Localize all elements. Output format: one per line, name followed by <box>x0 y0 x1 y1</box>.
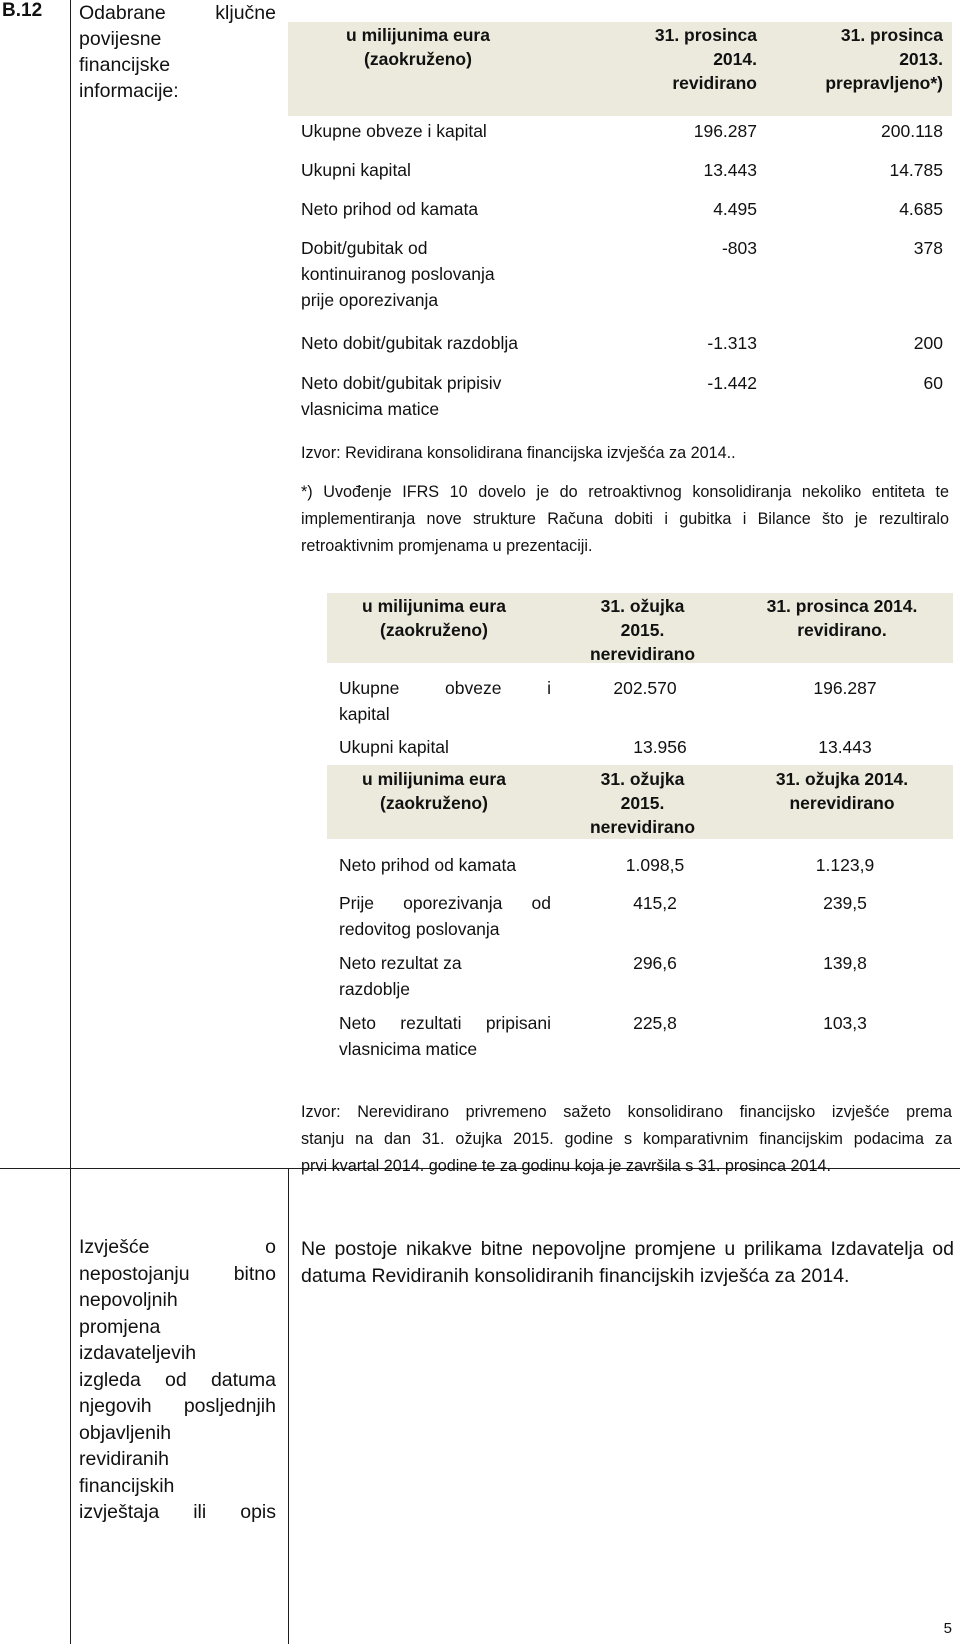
header-col-2: 31. ožujka 2014. nerevidirano <box>775 769 909 813</box>
header-col-2: 31. prosinca 2013. prepravljeno*) <box>825 25 943 93</box>
row-label: Neto prihod od kamata <box>339 855 517 875</box>
row-value-2: 1.123,9 <box>815 855 875 875</box>
row-label: Neto rezultati pripisani vlasnicima matice <box>339 1013 551 1059</box>
header-col-1: 31. prosinca 2014. revidirano <box>654 25 757 93</box>
row-value-1: 13.956 <box>633 737 687 757</box>
row-label: Ukupni kapital <box>339 737 449 757</box>
row-value-2: 14.785 <box>889 160 943 180</box>
row-label: Neto rezultat za razdoblje <box>339 953 462 999</box>
header-col-1: 31. ožujka 2015. nerevidirano <box>589 596 696 664</box>
table-source: Izvor: Revidirana konsolidirana financijska izvješća za 2014.. <box>301 444 736 462</box>
row-value-1: 296,6 <box>633 953 677 973</box>
row-label: Ukupne obveze i kapital <box>301 121 487 141</box>
row-value-2: 200 <box>913 333 943 353</box>
section-title: Odabrane ključne povijesne financijske informacije: <box>79 2 276 102</box>
row-label: Neto prihod od kamata <box>301 199 479 219</box>
row-label: Neto dobit/gubitak razdoblja <box>301 333 518 353</box>
row-value-2: 200.118 <box>881 121 943 141</box>
row-label: Ukupni kapital <box>301 160 411 180</box>
row-value-1: 225,8 <box>633 1013 677 1033</box>
page-number: 5 <box>943 1620 952 1637</box>
row-value-1: 196.287 <box>693 121 757 141</box>
section-2-statement: Ne postoje nikakve bitne nepovoljne promjene u prilikama Izdavatelja od datuma Revidiranih konsolidiranih financijskih izvješća za 2014. <box>301 1238 954 1287</box>
header-unit-label: u milijunima eura (zaokruženo) <box>346 25 490 69</box>
row-value-1: -1.313 <box>707 333 757 353</box>
row-value-2: 239,5 <box>823 893 867 913</box>
row-value-1: -803 <box>721 238 757 258</box>
section-id: B.12 <box>2 0 43 21</box>
row-value-1: 202.570 <box>613 678 677 698</box>
row-label: Prije oporezivanja od redovitog poslovanja <box>339 893 551 939</box>
row-label: Ukupne obveze i kapital <box>339 678 551 724</box>
table-footnote: *) Uvođenje IFRS 10 dovelo je do retroaktivnog konsolidiranja nekoliko entiteta te implementiranja nove strukture Računa dobiti i gubitka i Bilance što je rezultiralo retroaktivnim promjenama u prezentaciji. <box>301 483 949 555</box>
row-value-2: 13.443 <box>818 737 872 757</box>
row-value-1: -1.442 <box>707 373 757 393</box>
row-value-2: 196.287 <box>813 678 877 698</box>
row-label: Dobit/gubitak od kontinuiranog poslovanja prije oporezivanja <box>301 238 495 310</box>
row-value-2: 103,3 <box>823 1013 867 1033</box>
header-unit-label: u milijunima eura (zaokruženo) <box>362 596 506 640</box>
section-2-title: Izvješće o nepostojanju bitno nepovoljnih promjena izdavateljevih izgleda od datuma njegovih posljednjih objavljenih revidiranih financijskih izvještaja ili opis <box>79 1236 276 1523</box>
table-source: Izvor: Nerevidirano privremeno sažeto konsolidirano financijsko izvješće prema stanju na dan 31. ožujka 2015. godine s komparativnim financijskim podacima za prvi kvartal 2014. godine te za godinu koja je završila s 31. prosinca 2014. <box>301 1103 952 1175</box>
row-value-1: 1.098,5 <box>625 855 685 875</box>
header-unit-label: u milijunima eura (zaokruženo) <box>362 769 506 813</box>
row-value-2: 60 <box>923 373 943 393</box>
row-value-1: 4.495 <box>713 199 757 219</box>
row-label: Neto dobit/gubitak pripisiv vlasnicima matice <box>301 373 502 419</box>
row-value-1: 13.443 <box>703 160 757 180</box>
row-value-1: 415,2 <box>633 893 677 913</box>
row-value-2: 378 <box>913 238 943 258</box>
row-value-2: 139,8 <box>823 953 867 973</box>
row-value-2: 4.685 <box>899 199 943 219</box>
header-col-2: 31. prosinca 2014. revidirano. <box>766 596 918 640</box>
header-col-1: 31. ožujka 2015. nerevidirano <box>589 769 696 837</box>
